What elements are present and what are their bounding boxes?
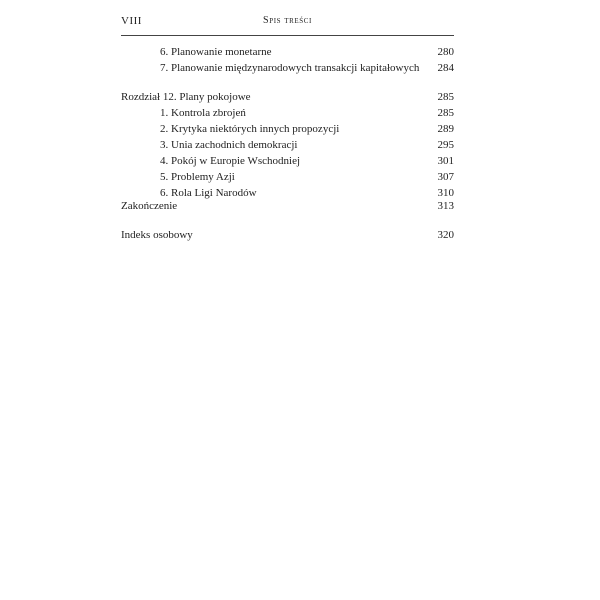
toc-chapter [121, 198, 454, 214]
toc-entry-title: 6. Planowanie monetarne [160, 46, 272, 58]
toc-entry-page: 295 [437, 139, 454, 151]
table-of-contents [121, 0, 454, 600]
toc-chapter-page: 285 [437, 91, 454, 103]
toc-entry [121, 44, 454, 60]
toc-entry-title: 2. Krytyka niektórych innych propozycji [160, 123, 340, 135]
toc-chapter-title: Zakończenie [121, 200, 178, 212]
toc-entry [121, 137, 454, 153]
toc-entry-title: 7. Planowanie międzynarodowych transakcji kapitałowych [160, 62, 420, 74]
toc-entry [121, 153, 454, 169]
toc-chapter [121, 227, 454, 243]
toc-entry-title: 1. Kontrola zbrojeń [160, 107, 246, 119]
toc-entry-title: 6. Rola Ligi Narodów [160, 187, 257, 199]
toc-entry-title: 3. Unia zachodnich demokracji [160, 139, 298, 151]
toc-entry-page: 280 [437, 46, 454, 58]
toc-chapter-title: Indeks osobowy [121, 229, 193, 241]
toc-entry-page: 284 [437, 62, 454, 74]
toc-entry-title: 5. Problemy Azji [160, 171, 235, 183]
header-page-number: VIII [121, 15, 142, 27]
toc-entry-title: 4. Pokój w Europie Wschodniej [160, 155, 301, 167]
toc-entry-page: 285 [437, 107, 454, 119]
toc-chapter-page: 313 [437, 200, 454, 212]
toc-entry [121, 105, 454, 121]
toc-entry [121, 169, 454, 185]
toc-entry-page: 307 [437, 171, 454, 183]
header-title: Spis treści [263, 15, 312, 26]
toc-entry [121, 60, 454, 76]
toc-chapter-title: Rozdział 12. Plany pokojowe [121, 91, 251, 103]
toc-entry-page: 310 [437, 187, 454, 199]
toc-entry-page: 301 [437, 155, 454, 167]
toc-entry-page: 289 [437, 123, 454, 135]
toc-chapter [121, 89, 454, 105]
toc-entry [121, 121, 454, 137]
toc-chapter-page: 320 [437, 229, 454, 241]
